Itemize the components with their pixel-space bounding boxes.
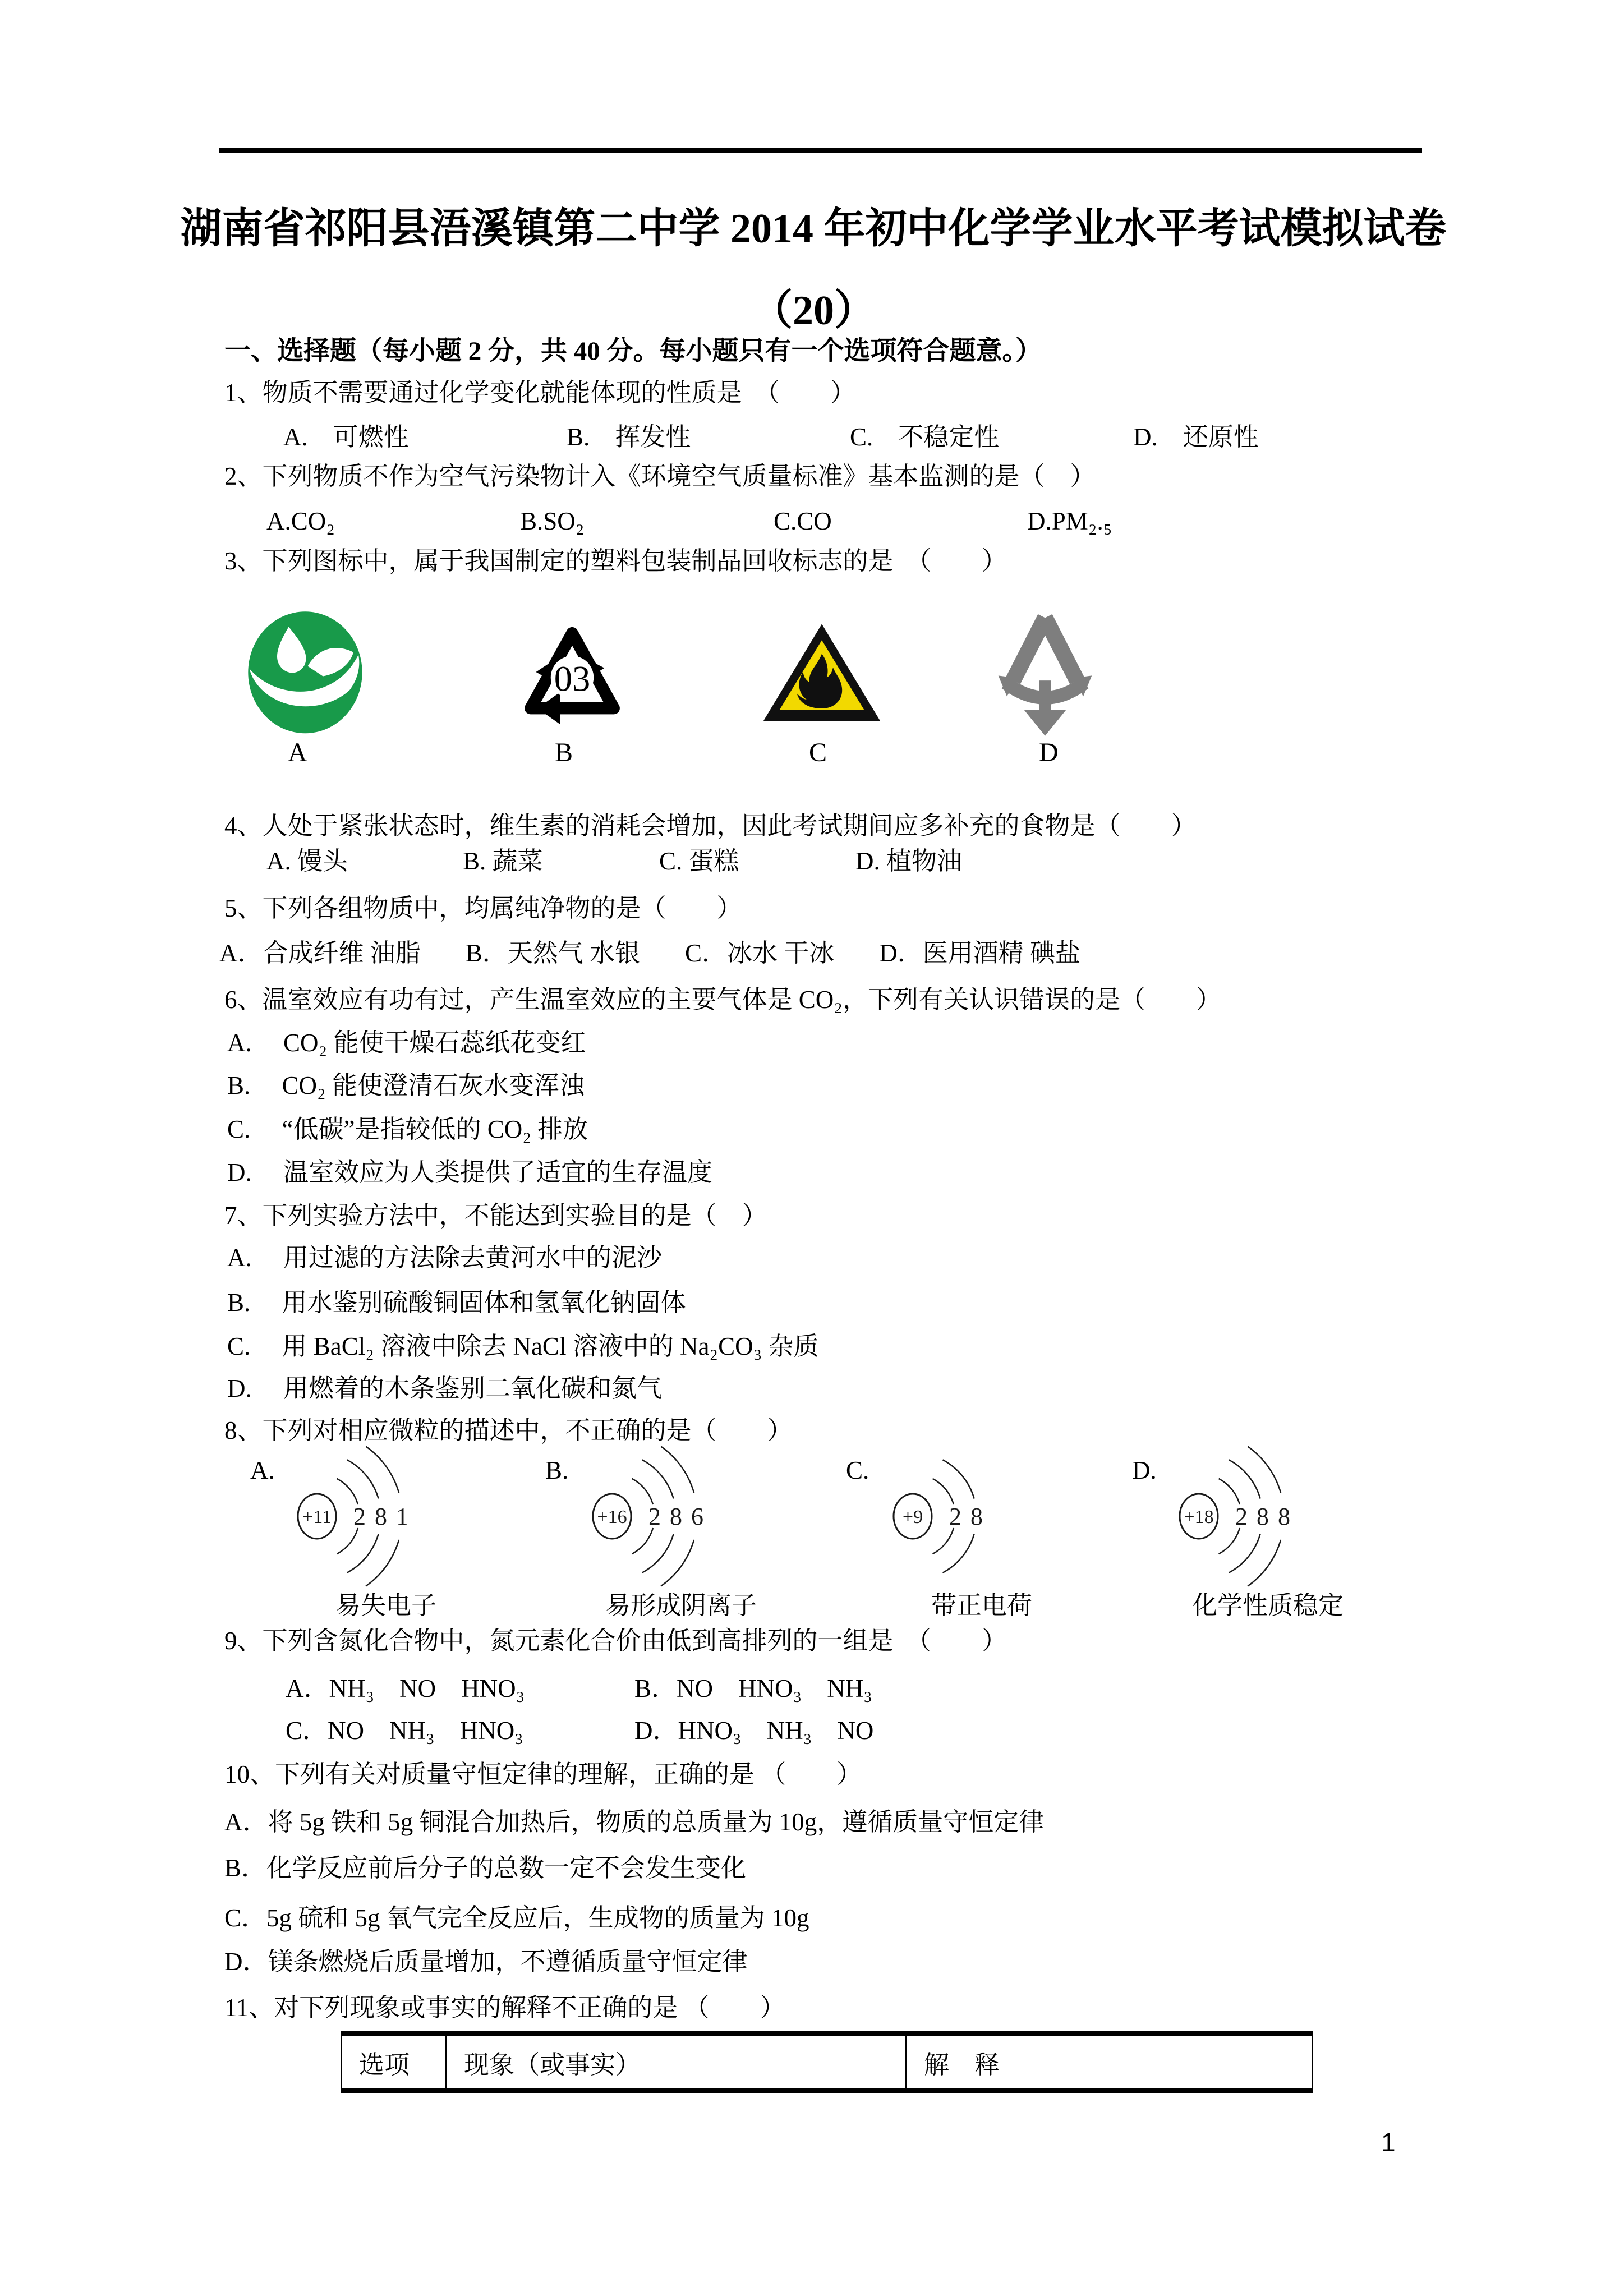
q5-options (219, 938, 1080, 968)
svg-text:8: 8 (970, 1503, 983, 1530)
gray-recycle-arrow-icon (983, 609, 1107, 740)
q1-option-a: A. 可燃性 (283, 423, 409, 451)
q1-option-c: C. 不稳定性 (850, 423, 1000, 451)
svg-text:+11: +11 (302, 1507, 332, 1527)
q6-option-c: C. “低碳”是指较低的 CO₂ 排放 (227, 1115, 588, 1143)
q8-caption-c: 带正电荷 (931, 1591, 1032, 1619)
q10-option-a: A．将 5g 铁和 5g 铜混合加热后，物质的总质量为 10g，遵循质量守恒定律 (224, 1808, 1045, 1836)
section-heading: 一、选择题（每小题 2 分，共 40 分。每小题只有一个选项符合题意。） (224, 337, 1042, 366)
q8-caption-b: 易形成阴离子 (605, 1591, 757, 1619)
q3-icon-label-a: A (288, 738, 307, 767)
q8-option-label-b: B. (545, 1456, 569, 1484)
plastic-recycling-triangle-icon (502, 617, 642, 743)
q4-option-c: C. 蛋糕 (659, 847, 739, 875)
svg-text:8: 8 (375, 1503, 387, 1530)
svg-text:2: 2 (353, 1503, 366, 1530)
q6-option-a: A. CO₂ 能使干燥石蕊纸花变红 (227, 1029, 586, 1057)
electron-shell-diagram (288, 1443, 467, 1589)
q1-option-b: B. 挥发性 (567, 423, 691, 451)
q7-option-c: C. 用 BaCl₂ 溶液中除去 NaCl 溶液中的 Na₂CO₃ 杂质 (227, 1332, 819, 1360)
top-rule-line (219, 148, 1422, 153)
svg-text:8: 8 (670, 1503, 682, 1530)
q2-options (266, 506, 1281, 536)
q9-option-a: A．NH₃ NO HNO₃ (286, 1674, 525, 1703)
q8-caption-d: 化学性质稳定 (1191, 1591, 1344, 1619)
flammable-warning-icon (760, 622, 884, 729)
q7-option-b: B. 用水鉴别硫酸铜固体和氢氧化钠固体 (227, 1289, 686, 1317)
page-title: 湖南省祁阳县浯溪镇第二中学 2014 年初中化学学业水平考试模拟试卷 (180, 206, 1447, 252)
q2-option-c: C.CO (774, 507, 832, 535)
q3-icon-label-c: C (809, 738, 827, 767)
q3-stem: 3、下列图标中，属于我国制定的塑料包装制品回收标志的是 （ ） (224, 547, 1007, 575)
atom-diagram-d (1116, 1443, 1419, 1637)
svg-text:1: 1 (396, 1503, 408, 1530)
q8-option-label-a: A. (250, 1456, 275, 1484)
water-saving-green-logo (241, 610, 369, 740)
q2-option-a: A.CO₂ (266, 507, 335, 535)
svg-text:2: 2 (648, 1503, 661, 1530)
electron-shell-diagram (583, 1443, 762, 1589)
q7-option-d: D. 用燃着的木条鉴别二氧化碳和氮气 (227, 1374, 662, 1402)
q4-stem: 4、人处于紧张状态时，维生素的消耗会增加，因此考试期间应多补充的食物是（ ） (224, 812, 1197, 840)
q9-stem: 9、下列含氮化合物中，氮元素化合价由低到高排列的一组是 （ ） (224, 1627, 1007, 1655)
svg-text:2: 2 (949, 1503, 961, 1530)
q11-table (341, 2031, 1313, 2093)
q4-option-d: D. 植物油 (855, 847, 962, 875)
q10-option-b: B．化学反应前后分子的总数一定不会发生变化 (224, 1854, 747, 1882)
q6-option-b: B. CO₂ 能使澄清石灰水变浑浊 (227, 1071, 585, 1099)
electron-shell-diagram (1170, 1443, 1349, 1589)
q5-option-d: D．医用酒精 碘盐 (879, 939, 1081, 967)
svg-text:2: 2 (1235, 1503, 1248, 1530)
q7-option-a: A. 用过滤的方法除去黄河水中的泥沙 (227, 1244, 662, 1272)
q11-table-header-option: 选项 (341, 2036, 447, 2088)
q9-option-d: D．HNO₃ NH₃ NO (634, 1717, 874, 1745)
q2-option-b: B.SO₂ (520, 507, 585, 535)
q1-stem: 1、物质不需要通过化学变化就能体现的性质是 （ ） (224, 379, 856, 407)
q10-stem: 10、下列有关对质量守恒定律的理解，正确的是 （ ） (224, 1760, 862, 1788)
svg-text:+9: +9 (902, 1507, 923, 1527)
q8-caption-a: 易失电子 (335, 1591, 436, 1619)
page-title-number: （20） (751, 288, 876, 334)
q8-stem: 8、下列对相应微粒的描述中，不正确的是（ ） (224, 1416, 793, 1444)
q6-stem: 6、温室效应有功有过，产生温室效应的主要气体是 CO₂，下列有关认识错误的是（ ） (224, 986, 1221, 1014)
page-number: 1 (1381, 2128, 1396, 2157)
q11-table-header-explanation: 解 释 (907, 2036, 1313, 2088)
q9-options-row2 (286, 1715, 873, 1746)
atom-diagram-c (830, 1443, 1133, 1637)
q2-stem: 2、下列物质不作为空气污染物计入《环境空气质量标准》基本监测的是（ ） (224, 462, 1096, 490)
q1-options (283, 422, 1416, 452)
q4-option-b: B. 蔬菜 (463, 847, 543, 875)
q9-option-b: B．NO HNO₃ NH₃ (634, 1674, 872, 1703)
q8-option-label-c: C. (846, 1456, 869, 1484)
q3-icon-label-d: D (1039, 738, 1059, 767)
q9-option-c: C．NO NH₃ HNO₃ (286, 1717, 523, 1745)
q5-option-c: C．冰水 干冰 (685, 939, 835, 967)
svg-text:8: 8 (1278, 1503, 1290, 1530)
atom-diagram-b (530, 1443, 832, 1637)
q4-options (266, 846, 1052, 876)
q5-option-b: B．天然气 水银 (465, 939, 641, 967)
q6-option-d: D. 温室效应为人类提供了适宜的生存温度 (227, 1158, 712, 1186)
svg-text:6: 6 (691, 1503, 703, 1530)
q9-options-row1 (286, 1673, 872, 1704)
q8-option-label-d: D. (1132, 1456, 1157, 1484)
q11-table-header-phenomenon: 现象（或事实） (447, 2036, 907, 2088)
q4-option-a: A. 馒头 (266, 847, 348, 875)
electron-shell-diagram (884, 1443, 1063, 1589)
q10-option-d: D．镁条燃烧后质量增加，不遵循质量守恒定律 (224, 1948, 748, 1976)
svg-text:8: 8 (1257, 1503, 1269, 1530)
q11-stem: 11、对下列现象或事实的解释不正确的是 （ ） (224, 1994, 785, 2022)
q1-option-d: D. 还原性 (1133, 423, 1259, 451)
atom-diagram-a (234, 1443, 537, 1637)
q7-stem: 7、下列实验方法中，不能达到实验目的是（ ） (224, 1202, 767, 1230)
q10-option-c: C．5g 硫和 5g 氧气完全反应后，生成物的质量为 10g (224, 1904, 809, 1932)
svg-text:+16: +16 (597, 1507, 627, 1527)
q5-option-a: A．合成纤维 油脂 (219, 939, 421, 967)
q5-stem: 5、下列各组物质中，均属纯净物的是（ ） (224, 894, 742, 922)
q3-icon-label-b: B (555, 738, 573, 767)
recycling-code: 03 (554, 658, 591, 699)
svg-text:+18: +18 (1184, 1507, 1214, 1527)
q2-option-d: D.PM₂.₅ (1027, 507, 1112, 535)
